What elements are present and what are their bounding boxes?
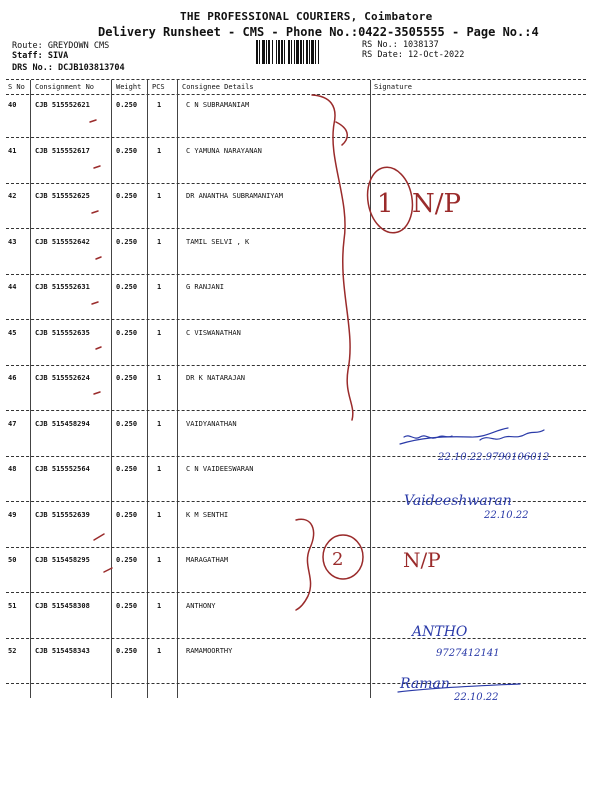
col-consignment: Consignment No bbox=[35, 83, 95, 91]
sig48-name: Vaideeshwaran bbox=[404, 493, 512, 509]
row-consignee-name: MARAGATHAM bbox=[186, 556, 229, 564]
barcode-bar bbox=[268, 40, 270, 64]
barcode-bar bbox=[296, 40, 299, 64]
row-consignment-no: CJB 515552639 bbox=[35, 511, 90, 519]
row-consignment-no: CJB 515552635 bbox=[35, 329, 90, 337]
barcode-bar bbox=[315, 40, 316, 64]
col-signature: Signature bbox=[374, 83, 412, 91]
document-title: THE PROFESSIONAL COURIERS, Coimbatore bbox=[180, 10, 433, 23]
row-pcs: 1 bbox=[157, 420, 162, 428]
barcode-bar bbox=[318, 40, 319, 64]
row-weight: 0.250 bbox=[116, 374, 138, 382]
table-row bbox=[6, 283, 586, 295]
table-row bbox=[6, 101, 586, 113]
row-sno: 49 bbox=[8, 511, 17, 519]
barcode-bar bbox=[276, 40, 277, 64]
row-divider bbox=[6, 638, 586, 639]
row-weight: 0.250 bbox=[116, 101, 138, 109]
row-sno: 42 bbox=[8, 192, 17, 200]
row-weight: 0.250 bbox=[116, 329, 138, 337]
row-weight: 0.250 bbox=[116, 192, 138, 200]
sig52-date: 22.10.22 bbox=[454, 692, 499, 703]
staff-label: Staff: SIVA bbox=[12, 51, 69, 61]
row-divider bbox=[6, 410, 586, 411]
red-bracket-line bbox=[312, 95, 353, 420]
row-sno: 48 bbox=[8, 465, 17, 473]
rs-date: RS Date: 12-Oct-2022 bbox=[362, 50, 465, 60]
row-pcs: 1 bbox=[157, 374, 162, 382]
row-sno: 45 bbox=[8, 329, 17, 337]
divider bbox=[6, 79, 586, 80]
row-pcs: 1 bbox=[157, 602, 162, 610]
barcode-bar bbox=[300, 40, 302, 64]
divider bbox=[6, 94, 586, 95]
barcode-bar bbox=[306, 40, 308, 64]
row-sno: 43 bbox=[8, 238, 17, 246]
barcode-bar bbox=[291, 40, 292, 64]
row-sno: 46 bbox=[8, 374, 17, 382]
sig51-name: ANTHO bbox=[412, 624, 468, 640]
row-consignment-no: CJB 515458294 bbox=[35, 420, 90, 428]
row-divider bbox=[6, 137, 586, 138]
row-divider bbox=[6, 456, 586, 457]
barcode-bar bbox=[266, 40, 267, 64]
pen-tick bbox=[96, 347, 101, 349]
barcode-bar bbox=[288, 40, 290, 64]
row-weight: 0.250 bbox=[116, 602, 138, 610]
row-weight: 0.250 bbox=[116, 147, 138, 155]
barcode-bar bbox=[262, 40, 265, 64]
table-row bbox=[6, 556, 586, 568]
row-consignee-name: K M SENTHI bbox=[186, 511, 229, 519]
row-consignee-name: G RANJANI bbox=[186, 283, 224, 291]
document-subtitle: Delivery Runsheet - CMS - Phone No.:0422-3505555 - Page No.:4 bbox=[98, 25, 539, 39]
row-divider bbox=[6, 319, 586, 320]
row-divider bbox=[6, 228, 586, 229]
row-pcs: 1 bbox=[157, 283, 162, 291]
row-consignment-no: CJB 515552625 bbox=[35, 192, 90, 200]
row-pcs: 1 bbox=[157, 192, 162, 200]
circle-number-1: 1 bbox=[377, 189, 394, 219]
row-consignee-name: C VISWANATHAN bbox=[186, 329, 241, 337]
row-weight: 0.250 bbox=[116, 556, 138, 564]
row-consignment-no: CJB 515552642 bbox=[35, 238, 90, 246]
col-sno: S No bbox=[8, 83, 25, 91]
barcode-bar bbox=[281, 40, 283, 64]
row-consignee-name: RAMAMOORTHY bbox=[186, 647, 233, 655]
row-pcs: 1 bbox=[157, 465, 162, 473]
row-sno: 40 bbox=[8, 101, 17, 109]
pen-tick bbox=[92, 211, 98, 213]
row-sno: 47 bbox=[8, 420, 17, 428]
pen-tick bbox=[96, 257, 101, 259]
row-divider bbox=[6, 592, 586, 593]
row-divider bbox=[6, 274, 586, 275]
barcode-bar bbox=[259, 40, 260, 64]
row-consignee-name: ANTHONY bbox=[186, 602, 216, 610]
row-consignee-name: VAIDYANATHAN bbox=[186, 420, 237, 428]
drs-number: DRS No.: DCJB103813704 bbox=[12, 63, 125, 73]
table-row bbox=[6, 511, 586, 523]
table-row bbox=[6, 147, 586, 159]
row-sno: 50 bbox=[8, 556, 17, 564]
row-weight: 0.250 bbox=[116, 420, 138, 428]
np-note-2: N/P bbox=[403, 548, 441, 572]
red-bracket-line bbox=[336, 122, 347, 145]
row-sno: 51 bbox=[8, 602, 17, 610]
row-consignment-no: CJB 515552624 bbox=[35, 374, 90, 382]
row-consignment-no: CJB 515552564 bbox=[35, 465, 90, 473]
signature-scribble bbox=[404, 436, 452, 438]
barcode-bar bbox=[309, 40, 310, 64]
row-pcs: 1 bbox=[157, 238, 162, 246]
table-row bbox=[6, 647, 586, 659]
row-divider bbox=[6, 547, 586, 548]
row-consignment-no: CJB 515552617 bbox=[35, 147, 90, 155]
barcode-bar bbox=[311, 40, 314, 64]
row-pcs: 1 bbox=[157, 329, 162, 337]
row-pcs: 1 bbox=[157, 556, 162, 564]
barcode-bar bbox=[303, 40, 304, 64]
row-divider bbox=[6, 183, 586, 184]
row-sno: 41 bbox=[8, 147, 17, 155]
rs-number: RS No.: 1038137 bbox=[362, 40, 439, 50]
row-weight: 0.250 bbox=[116, 238, 138, 246]
col-consignee: Consignee Details bbox=[182, 83, 254, 91]
table-row bbox=[6, 192, 586, 204]
signature-underline bbox=[398, 684, 520, 692]
row-consignee-name: TAMIL SELVI , K bbox=[186, 238, 250, 246]
row-consignment-no: CJB 515458308 bbox=[35, 602, 90, 610]
table-row bbox=[6, 329, 586, 341]
row-weight: 0.250 bbox=[116, 511, 138, 519]
sig48-date: 22.10.22 bbox=[484, 510, 529, 521]
barcode-bar bbox=[272, 40, 273, 64]
row-divider bbox=[6, 683, 586, 684]
table-row bbox=[6, 238, 586, 250]
row-consignment-no: CJB 515552621 bbox=[35, 101, 90, 109]
row-divider bbox=[6, 365, 586, 366]
table-row bbox=[6, 374, 586, 386]
row-consignment-no: CJB 515552631 bbox=[35, 283, 90, 291]
row-consignee-name: DR ANANTHA SUBRAMANIYAM bbox=[186, 192, 283, 200]
row-weight: 0.250 bbox=[116, 465, 138, 473]
table-row bbox=[6, 465, 586, 477]
row-pcs: 1 bbox=[157, 511, 162, 519]
row-pcs: 1 bbox=[157, 147, 162, 155]
row-consignment-no: CJB 515458343 bbox=[35, 647, 90, 655]
barcode-bar bbox=[294, 40, 295, 64]
row-sno: 44 bbox=[8, 283, 17, 291]
barcode-bar bbox=[278, 40, 280, 64]
row-pcs: 1 bbox=[157, 647, 162, 655]
table-row bbox=[6, 420, 586, 432]
circle-number-2: 2 bbox=[332, 549, 344, 570]
row-consignee-name: C YAMUNA NARAYANAN bbox=[186, 147, 262, 155]
route-label: Route: GREYDOWN CMS bbox=[12, 41, 110, 51]
sig51-number: 9727412141 bbox=[436, 648, 500, 659]
barcode-bar bbox=[284, 40, 285, 64]
barcode-image bbox=[256, 40, 356, 64]
col-weight: Weight bbox=[116, 83, 142, 91]
row-weight: 0.250 bbox=[116, 647, 138, 655]
row-sno: 52 bbox=[8, 647, 17, 655]
row-consignee-name: C N VAIDEESWARAN bbox=[186, 465, 254, 473]
row-consignee-name: C N SUBRAMANIAM bbox=[186, 101, 250, 109]
sig52-name: Raman bbox=[400, 676, 450, 692]
row-divider bbox=[6, 501, 586, 502]
row-weight: 0.250 bbox=[116, 283, 138, 291]
pen-tick bbox=[94, 166, 100, 168]
table-row bbox=[6, 602, 586, 614]
pen-tick bbox=[90, 120, 96, 122]
barcode-bar bbox=[256, 40, 258, 64]
sig47-date-phone: 22.10.22.9790106012 bbox=[438, 452, 550, 463]
row-consignee-name: DR K NATARAJAN bbox=[186, 374, 246, 382]
pen-tick bbox=[94, 534, 104, 540]
np-note-1: N/P bbox=[412, 189, 462, 219]
pen-tick bbox=[92, 302, 98, 304]
pen-tick bbox=[94, 392, 100, 394]
row-pcs: 1 bbox=[157, 101, 162, 109]
col-pcs: PCS bbox=[152, 83, 165, 91]
row-consignment-no: CJB 515458295 bbox=[35, 556, 90, 564]
